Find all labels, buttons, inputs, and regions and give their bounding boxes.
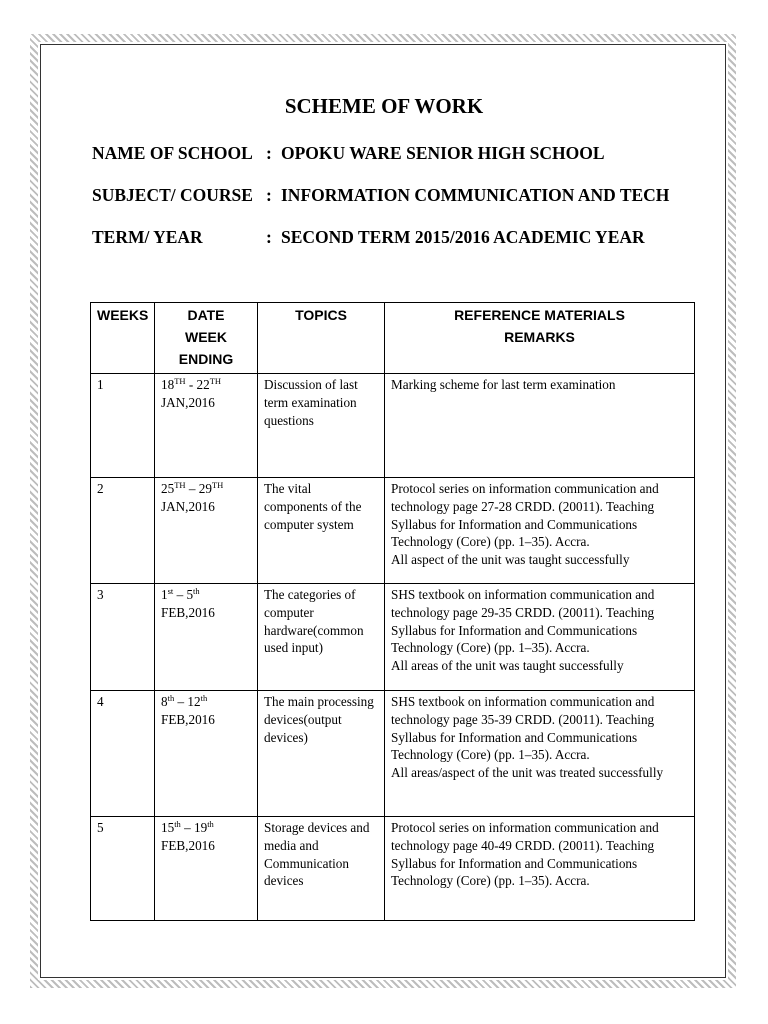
info-separator: : [266,227,272,247]
header-reference-line: REFERENCE MATERIALS [454,307,625,323]
header-date-line: DATE [187,307,225,323]
cell-date: 15th – 19th FEB,2016 [155,817,258,921]
cell-date: 18TH - 22TH JAN,2016 [155,374,258,478]
table-row [91,691,695,817]
header-weeks: WEEKS [91,303,155,374]
page-title: SCHEME OF WORK [284,94,484,118]
info-separator: : [266,185,272,205]
header-ending-line: ENDING [178,351,234,367]
cell-topic: The main processing devices(output devices) [258,691,385,817]
info-label: TERM/ YEAR [92,227,203,247]
info-label: SUBJECT/ COURSE [92,185,253,205]
cell-week: 3 [91,584,155,691]
cell-topic: The categories of computer hardware(common used input) [258,584,385,691]
info-value: OPOKU WARE SENIOR HIGH SCHOOL [281,143,605,163]
header-topics: TOPICS [258,303,385,374]
header-week-line: WEEK [185,329,227,345]
cell-week: 4 [91,691,155,817]
cell-reference: SHS textbook on information communication and technology page 35-39 CRDD. (20011). Teaching Syllabus for Information and Communications Technology (Core) (pp. 1–35). Accra. All areas/aspect of the unit was treated successfully [385,691,695,817]
cell-topic: Discussion of last term examination questions [258,374,385,478]
table-header-row [91,303,695,374]
table-row [91,374,695,478]
info-label: NAME OF SCHOOL [92,143,253,163]
table-row [91,478,695,584]
cell-week: 2 [91,478,155,584]
info-value: SECOND TERM 2015/2016 ACADEMIC YEAR [281,227,645,247]
cell-reference: Protocol series on information communication and technology page 27-28 CRDD. (20011). Teaching Syllabus for Information and Communications Technology (Core) (pp. 1–35). Accra. All aspect of the unit was taught successfully [385,478,695,584]
info-row-term [92,227,645,248]
cell-reference: SHS textbook on information communication and technology page 29-35 CRDD. (20011). Teaching Syllabus for Information and Communications Technology (Core) (pp. 1–35). Accra. All areas of the unit was taught successfully [385,584,695,691]
header-date-week-ending [155,303,258,374]
cell-reference: Protocol series on information communication and technology page 40-49 CRDD. (20011). Teaching Syllabus for Information and Communications Technology (Core) (pp. 1–35). Accra. [385,817,695,921]
cell-remark: All areas/aspect of the unit was treated successfully [391,765,664,781]
table-row [91,584,695,691]
info-row-school [92,143,605,164]
cell-date: 8th – 12th FEB,2016 [155,691,258,817]
cell-topic: Storage devices and media and Communication devices [258,817,385,921]
header-remarks-line: REMARKS [504,329,575,345]
header-reference-remarks [385,303,695,374]
info-row-subject [92,185,669,206]
table-row [91,817,695,921]
cell-remark: All areas of the unit was taught successfully [391,658,624,674]
info-value: INFORMATION COMMUNICATION AND TECH [281,185,670,205]
cell-date: 1st – 5th FEB,2016 [155,584,258,691]
cell-topic: The vital components of the computer system [258,478,385,584]
scheme-table [90,302,695,921]
cell-week: 1 [91,374,155,478]
cell-remark: All aspect of the unit was taught successfully [391,552,630,568]
cell-date: 25TH – 29TH JAN,2016 [155,478,258,584]
cell-reference: Marking scheme for last term examination [385,374,695,478]
cell-week: 5 [91,817,155,921]
info-separator: : [266,143,272,163]
